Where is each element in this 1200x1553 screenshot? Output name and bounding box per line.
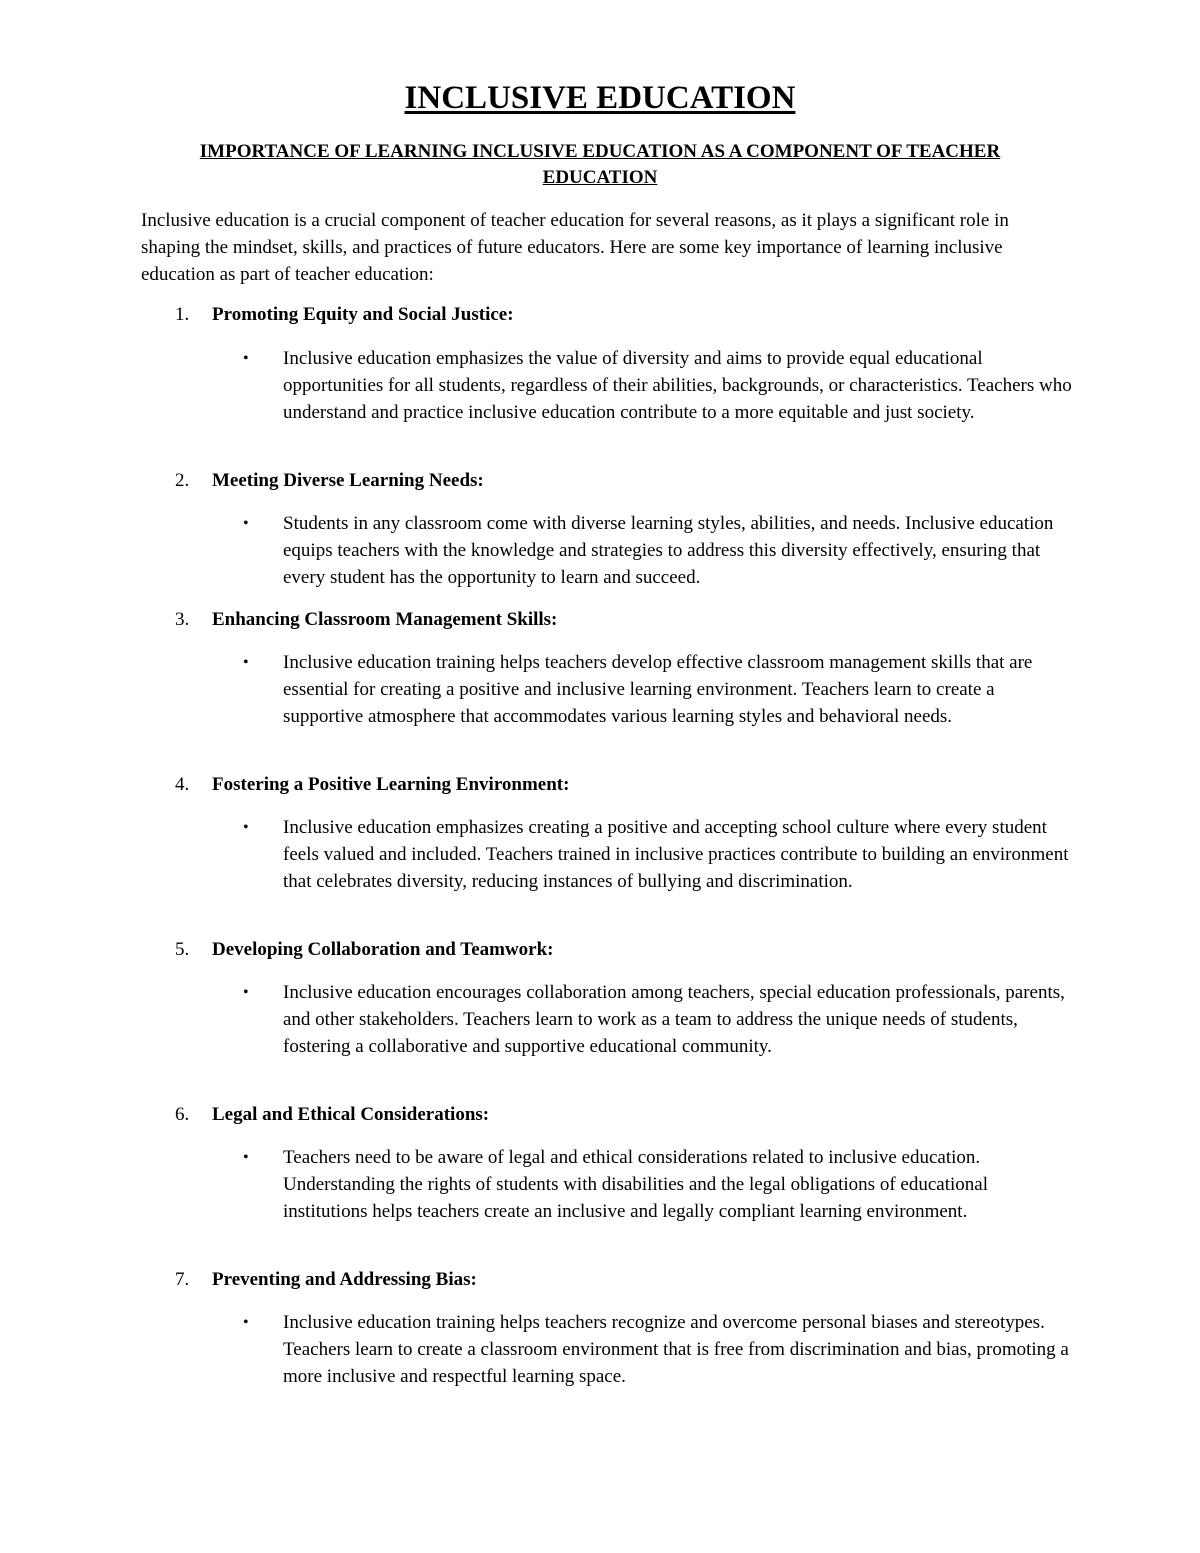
bullet-icon: • bbox=[243, 350, 249, 367]
bullet-icon: • bbox=[243, 984, 249, 1001]
list-item-title: Promoting Equity and Social Justice: bbox=[212, 304, 514, 325]
list-item-heading bbox=[175, 937, 554, 963]
list-item-heading bbox=[175, 607, 557, 633]
list-item-bullet bbox=[243, 979, 1073, 1060]
intro-paragraph: Inclusive education is a crucial component of teacher education for several reasons, as it plays a significant role in shaping the mindset, skills, and practices of future educators. Here are some key importance of learning inclusive education as part of teacher education: bbox=[141, 210, 1009, 285]
list-item-title: Preventing and Addressing Bias: bbox=[212, 1269, 477, 1290]
bullet-icon: • bbox=[243, 819, 249, 836]
list-item-heading bbox=[175, 1102, 489, 1128]
bullet-text: Inclusive education training helps teachers recognize and overcome personal biases and stereotypes. Teachers learn to create a classroom environment that is free from discrimination and bias, promoting a more inclusive and respectful learning space. bbox=[283, 1312, 1069, 1387]
list-item-title: Fostering a Positive Learning Environment: bbox=[212, 774, 570, 795]
list-item-heading bbox=[175, 772, 569, 798]
list-item-title: Developing Collaboration and Teamwork: bbox=[212, 939, 554, 960]
bullet-text: Inclusive education encourages collaboration among teachers, special education professionals, parents, and other stakeholders. Teachers learn to work as a team to address the unique needs of students, fostering a collaborative and supportive educational community. bbox=[283, 982, 1065, 1057]
bullet-text: Inclusive education training helps teachers develop effective classroom management skills that are essential for creating a positive and inclusive learning environment. Teachers learn to create a supportive atmosphere that accommodates various learning styles and behavioral needs. bbox=[283, 652, 1033, 727]
list-item-title: Enhancing Classroom Management Skills: bbox=[212, 609, 558, 630]
list-item-number: 4. bbox=[175, 774, 190, 795]
list-item-title: Meeting Diverse Learning Needs: bbox=[212, 470, 484, 491]
list-item-number: 7. bbox=[175, 1269, 190, 1290]
list-item-bullet bbox=[243, 1144, 1073, 1225]
bullet-text: Students in any classroom come with diverse learning styles, abilities, and needs. Inclusive education equips teachers with the knowledge and strategies to address this diversity effectively, ensuring that every student has the opportunity to learn and succeed. bbox=[283, 513, 1054, 588]
bullet-text: Teachers need to be aware of legal and ethical considerations related to inclusive education. Understanding the rights of students with disabilities and the legal obligations of educational institutions helps teachers create an inclusive and legally compliant learning environment. bbox=[283, 1147, 988, 1222]
list-item-number: 1. bbox=[175, 304, 190, 325]
bullet-icon: • bbox=[243, 515, 249, 532]
list-item-bullet bbox=[243, 345, 1073, 426]
document-subtitle: IMPORTANCE OF LEARNING INCLUSIVE EDUCATION AS A COMPONENT OF TEACHER EDUCATION bbox=[199, 141, 1001, 188]
bullet-icon: • bbox=[243, 654, 249, 671]
list-item-number: 3. bbox=[175, 609, 190, 630]
list-item-heading bbox=[175, 302, 514, 328]
list-item-number: 5. bbox=[175, 939, 190, 960]
list-item-bullet bbox=[243, 814, 1073, 895]
list-item-number: 2. bbox=[175, 470, 190, 491]
list-item-heading bbox=[175, 1267, 477, 1293]
bullet-text: Inclusive education emphasizes the value of diversity and aims to provide equal educational opportunities for all students, regardless of their abilities, backgrounds, or characteristics. Teachers who understand and practice inclusive education contribute to a more equitable and just society. bbox=[283, 348, 1072, 423]
bullet-icon: • bbox=[243, 1149, 249, 1166]
list-item-bullet bbox=[243, 649, 1073, 730]
bullet-text: Inclusive education emphasizes creating a positive and accepting school culture where every student feels valued and included. Teachers trained in inclusive practices contribute to building an environment that celebrates diversity, reducing instances of bullying and discrimination. bbox=[283, 817, 1069, 892]
document-title: INCLUSIVE EDUCATION bbox=[404, 80, 796, 116]
list-item-heading bbox=[175, 468, 484, 494]
list-item-title: Legal and Ethical Considerations: bbox=[212, 1104, 490, 1125]
list-item-bullet bbox=[243, 1309, 1073, 1390]
bullet-icon: • bbox=[243, 1314, 249, 1331]
list-item-number: 6. bbox=[175, 1104, 190, 1125]
list-item-bullet bbox=[243, 510, 1073, 591]
